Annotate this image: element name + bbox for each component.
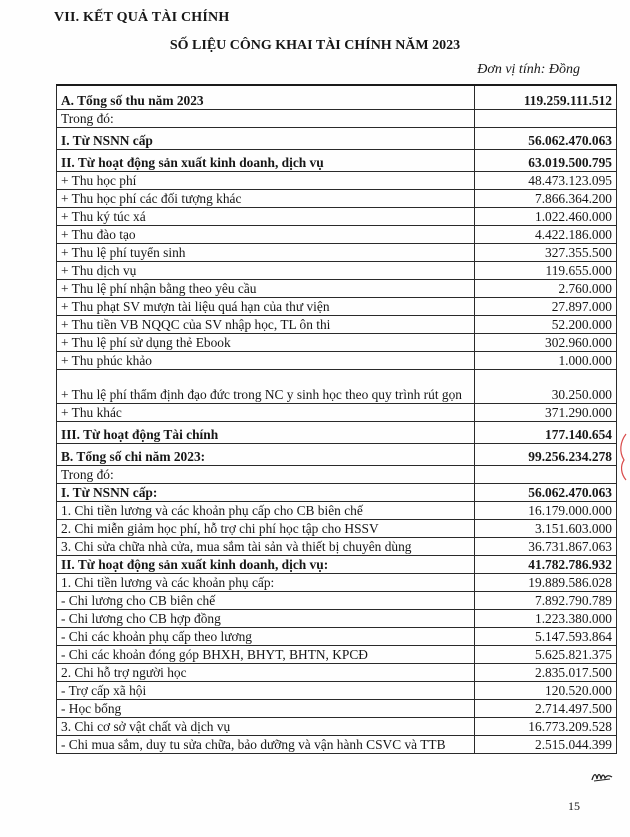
finance-table	[56, 84, 617, 754]
table-row	[57, 465, 617, 483]
row-label: + Thu lệ phí sử dụng thẻ Ebook	[57, 333, 475, 351]
table-row	[57, 403, 617, 421]
row-label: - Chi các khoản phụ cấp theo lương	[57, 627, 475, 645]
table-row	[57, 537, 617, 555]
row-label: + Thu lệ phí thẩm định đạo đức trong NC y sinh học theo quy trình rút gọn	[57, 369, 475, 403]
row-amount: 16.179.000.000	[475, 501, 617, 519]
row-amount: 371.290.000	[475, 403, 617, 421]
row-label: + Thu tiền VB NQQC của SV nhập học, TL ôn thi	[57, 315, 475, 333]
row-label: - Chi lương cho CB biên chế	[57, 591, 475, 609]
table-row	[57, 149, 617, 171]
row-amount	[475, 109, 617, 127]
table-row	[57, 519, 617, 537]
unit-note: Đơn vị tính: Đồng	[477, 62, 580, 77]
row-amount: 3.151.603.000	[475, 519, 617, 537]
table-row	[57, 243, 617, 261]
table-row	[57, 225, 617, 243]
row-label: + Thu đào tạo	[57, 225, 475, 243]
table-row	[57, 207, 617, 225]
row-amount: 119.259.111.512	[475, 85, 617, 109]
section-heading: VII. KẾT QUẢ TÀI CHÍNH	[54, 10, 230, 25]
table-row	[57, 681, 617, 699]
row-label: + Thu phạt SV mượn tài liệu quá hạn của thư viện	[57, 297, 475, 315]
table-row	[57, 297, 617, 315]
table-row	[57, 351, 617, 369]
row-amount: 2.515.044.399	[475, 735, 617, 753]
row-label: Trong đó:	[57, 109, 475, 127]
row-amount: 16.773.209.528	[475, 717, 617, 735]
row-label: + Thu dịch vụ	[57, 261, 475, 279]
row-amount: 5.147.593.864	[475, 627, 617, 645]
table-row	[57, 645, 617, 663]
page-title: SỐ LIỆU CÔNG KHAI TÀI CHÍNH NĂM 2023	[169, 38, 461, 53]
row-label: + Thu học phí	[57, 171, 475, 189]
row-label: B. Tổng số chi năm 2023:	[57, 443, 475, 465]
page-number: 15	[568, 799, 580, 813]
row-amount: 1.223.380.000	[475, 609, 617, 627]
row-label: - Trợ cấp xã hội	[57, 681, 475, 699]
row-amount: 327.355.500	[475, 243, 617, 261]
table-row	[57, 189, 617, 207]
table-row	[57, 627, 617, 645]
table-row	[57, 109, 617, 127]
row-amount: 302.960.000	[475, 333, 617, 351]
row-label: - Chi mua sắm, duy tu sửa chữa, bảo dưỡng và vận hành CSVC và TTB	[57, 735, 475, 753]
row-label: II. Từ hoạt động sản xuất kinh doanh, dịch vụ:	[57, 555, 475, 573]
row-amount: 56.062.470.063	[475, 483, 617, 501]
row-amount: 119.655.000	[475, 261, 617, 279]
row-label: + Thu phúc khảo	[57, 351, 475, 369]
table-row	[57, 591, 617, 609]
row-label: III. Từ hoạt động Tài chính	[57, 421, 475, 443]
table-row	[57, 315, 617, 333]
table-row	[57, 483, 617, 501]
row-amount: 99.256.234.278	[475, 443, 617, 465]
table-row	[57, 369, 617, 403]
row-amount: 7.866.364.200	[475, 189, 617, 207]
row-label: I. Từ NSNN cấp	[57, 127, 475, 149]
row-label: 3. Chi sửa chữa nhà cửa, mua sắm tài sản và thiết bị chuyên dùng	[57, 537, 475, 555]
row-amount: 41.782.786.932	[475, 555, 617, 573]
table-row	[57, 663, 617, 681]
row-amount	[475, 465, 617, 483]
row-amount: 120.520.000	[475, 681, 617, 699]
row-amount: 177.140.654	[475, 421, 617, 443]
finance-table-body	[57, 85, 617, 753]
row-label: 1. Chi tiền lương và các khoản phụ cấp:	[57, 573, 475, 591]
row-amount: 1.022.460.000	[475, 207, 617, 225]
row-amount: 5.625.821.375	[475, 645, 617, 663]
row-label: 3. Chi cơ sở vật chất và dịch vụ	[57, 717, 475, 735]
table-row	[57, 717, 617, 735]
table-row	[57, 85, 617, 109]
row-amount: 63.019.500.795	[475, 149, 617, 171]
row-amount: 36.731.867.063	[475, 537, 617, 555]
row-amount: 1.000.000	[475, 351, 617, 369]
table-row	[57, 555, 617, 573]
row-amount: 2.714.497.500	[475, 699, 617, 717]
row-amount: 27.897.000	[475, 297, 617, 315]
table-row	[57, 609, 617, 627]
row-label: 1. Chi tiền lương và các khoản phụ cấp cho CB biên chế	[57, 501, 475, 519]
table-row	[57, 333, 617, 351]
table-row	[57, 699, 617, 717]
row-label: - Chi các khoản đóng góp BHXH, BHYT, BHTN, KPCĐ	[57, 645, 475, 663]
row-amount: 48.473.123.095	[475, 171, 617, 189]
row-amount: 7.892.790.789	[475, 591, 617, 609]
table-row	[57, 171, 617, 189]
red-stamp-edge-icon	[616, 432, 628, 482]
row-label: + Thu lệ phí tuyển sinh	[57, 243, 475, 261]
table-row	[57, 279, 617, 297]
row-label: II. Từ hoạt động sản xuất kinh doanh, dịch vụ	[57, 149, 475, 171]
row-label: + Thu học phí các đối tượng khác	[57, 189, 475, 207]
row-amount: 2.760.000	[475, 279, 617, 297]
table-row	[57, 421, 617, 443]
row-label: 2. Chi hỗ trợ người học	[57, 663, 475, 681]
row-amount: 30.250.000	[475, 369, 617, 403]
table-row	[57, 735, 617, 753]
table-row	[57, 127, 617, 149]
row-label: + Thu khác	[57, 403, 475, 421]
row-amount: 4.422.186.000	[475, 225, 617, 243]
row-label: I. Từ NSNN cấp:	[57, 483, 475, 501]
row-label: + Thu lệ phí nhận bằng theo yêu cầu	[57, 279, 475, 297]
row-label: 2. Chi miễn giảm học phí, hỗ trợ chi phí học tập cho HSSV	[57, 519, 475, 537]
row-amount: 56.062.470.063	[475, 127, 617, 149]
row-amount: 2.835.017.500	[475, 663, 617, 681]
row-label: A. Tổng số thu năm 2023	[57, 85, 475, 109]
handwritten-initials-icon	[590, 769, 616, 783]
row-amount: 19.889.586.028	[475, 573, 617, 591]
row-label: + Thu ký túc xá	[57, 207, 475, 225]
table-row	[57, 443, 617, 465]
table-row	[57, 573, 617, 591]
row-label: - Học bổng	[57, 699, 475, 717]
row-label: Trong đó:	[57, 465, 475, 483]
row-label: - Chi lương cho CB hợp đồng	[57, 609, 475, 627]
table-row	[57, 261, 617, 279]
row-amount: 52.200.000	[475, 315, 617, 333]
table-row	[57, 501, 617, 519]
